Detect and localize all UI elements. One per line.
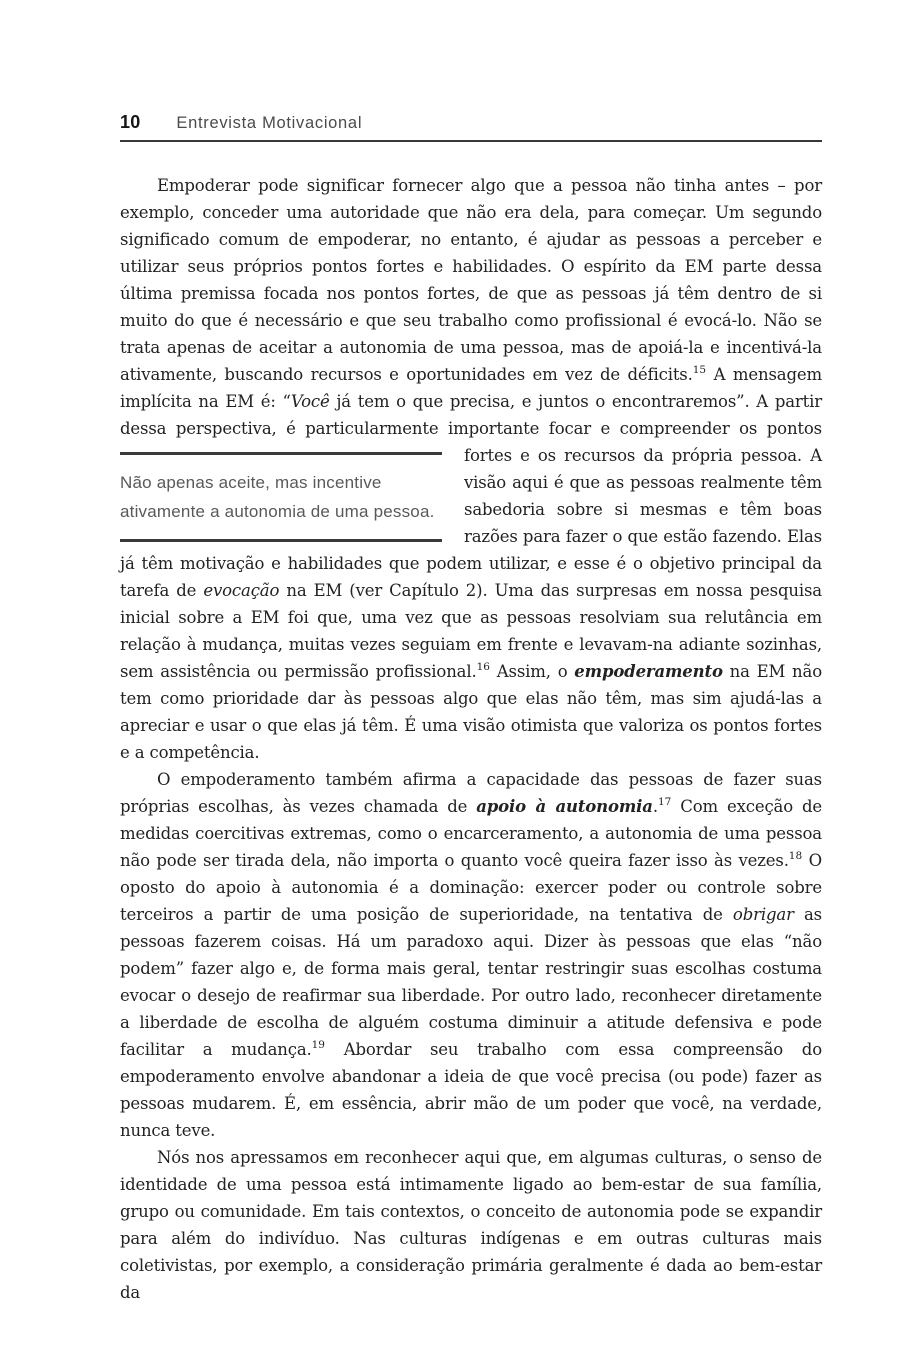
- paragraph-empoderar: [120, 172, 822, 766]
- bold-italic-term: apoio à autonomia: [476, 797, 653, 816]
- italic-text: Você: [290, 392, 330, 411]
- paragraph-apoio-autonomia-runs: [120, 770, 822, 1140]
- text-run: na EM (ver Capítulo 2). Uma das surpresas em nossa pesquisa inicial sobre a EM foi que, uma vez que as pessoas resolviam sua relutância em relação à mudança, muitas vezes seguiam em frente e levavam-na adiante sozinhas, sem assistência ou permissão profissional.: [120, 581, 822, 681]
- paragraph-empoderar-part-a: [120, 176, 822, 465]
- body-text: [120, 172, 822, 1306]
- text-run: já tem o que precisa, e juntos o encontraremos”. A partir dessa perspectiva, é particularmente importante focar e compreender os pontos fortes e os: [120, 392, 822, 465]
- footnote-reference: 17: [657, 795, 672, 808]
- footnote-reference: 18: [788, 849, 803, 862]
- text-run: A mensagem implícita na EM é: “: [120, 365, 822, 411]
- bold-italic-term: empoderamento: [574, 662, 723, 681]
- text-run: recursos da própria pessoa. A visão aqui é que as pessoas realmente têm sabedoria sobre si mesmas e têm boas razões para fazer o que estão fazendo. Elas já têm motivação e habilidades que podem utilizar, e esse é o objetivo principal da tarefa de: [120, 446, 822, 600]
- text-run: Com exceção de medidas coercitivas extremas, como o encarceramento, a autonomia de uma pessoa não pode ser tirada dela, não importa o quanto você queira fazer isso às vezes.: [120, 797, 822, 870]
- pull-quote-box: [120, 452, 442, 542]
- text-run: Empoderar pode significar fornecer algo que a pessoa não tinha antes – por exemplo, conceder uma autoridade que não era dela, para começar. Um segundo significado comum de empoderar, no entanto, é ajudar as pessoas a perceber e utilizar seus próprios pontos fortes e habilidades. O espírito da EM parte dessa última premissa focada nos pontos fortes, de que as pessoas já têm dentro de si muito do que é necessário e que seu trabalho como profissional é evocá-lo. Não se trata apenas de aceitar a autonomia de uma pessoa, mas de apoiá-la e incentivá-la ativamente, buscando recursos e oportunidades em vez de déficits.: [120, 176, 822, 384]
- text-block: [120, 112, 822, 1306]
- text-run: as pessoas fazerem coisas. Há um paradoxo aqui. Dizer às pessoas que elas “não podem” fazer algo e, de forma mais geral, tentar restringir suas escolhas costuma evocar o desejo de reafirmar sua liberdade. Por outro lado, reconhecer diretamente a liberdade de escolha de alguém costuma diminuir a atitude defensiva e pode facilitar a mudança.: [120, 905, 822, 1059]
- italic-text: evocação: [203, 581, 280, 600]
- pull-quote-text: Não apenas aceite, mas incentive ativamente a autonomia de uma pessoa.: [120, 473, 435, 521]
- text-run: O empoderamento também afirma a capacidade das pessoas de fazer suas próprias escolhas, às vezes chamada de: [120, 770, 822, 816]
- footnote-reference: 16: [476, 660, 490, 673]
- page-number: 10: [120, 112, 141, 132]
- paragraph-culturas: [120, 1144, 822, 1306]
- footnote-reference: 19: [311, 1038, 325, 1051]
- text-run: Nós nos apressamos em reconhecer aqui que, em algumas culturas, o senso de identidade de uma pessoa está intimamente ligado ao bem-estar de sua família, grupo ou comunidade. Em tais contextos, o conceito de autonomia pode se expandir para além do indivíduo. Nas culturas indígenas e em outras culturas mais coletivistas, por exemplo, a consideração primária geralmente é dada ao bem-estar da: [120, 1148, 822, 1302]
- text-run: Abordar seu trabalho com essa compreensão do empoderamento envolve abandonar a ideia de que você precisa (ou pode) fazer as pessoas mudarem. É, em essência, abrir mão de um poder que você, na verdade, nunca teve.: [120, 1040, 822, 1140]
- text-run: .: [652, 797, 658, 816]
- paragraph-apoio-autonomia: [120, 766, 822, 1144]
- running-header: [120, 112, 822, 142]
- footnote-reference: 15: [692, 363, 707, 376]
- paragraph-culturas-runs: [120, 1148, 822, 1302]
- running-title: Entrevista Motivacional: [176, 114, 363, 132]
- text-run: O oposto do apoio à autonomia é a dominação: exercer poder ou controle sobre terceiros a partir de uma posição de superioridade, na tentativa de: [120, 851, 822, 924]
- italic-text: obrigar: [732, 905, 794, 924]
- text-run: na EM não tem como prioridade dar às pessoas algo que elas não têm, mas sim ajudá-las a apreciar e usar o que elas já têm. É uma visão otimista que valoriza os pontos fortes e a competência.: [120, 662, 822, 762]
- text-run: Assim, o: [489, 662, 575, 681]
